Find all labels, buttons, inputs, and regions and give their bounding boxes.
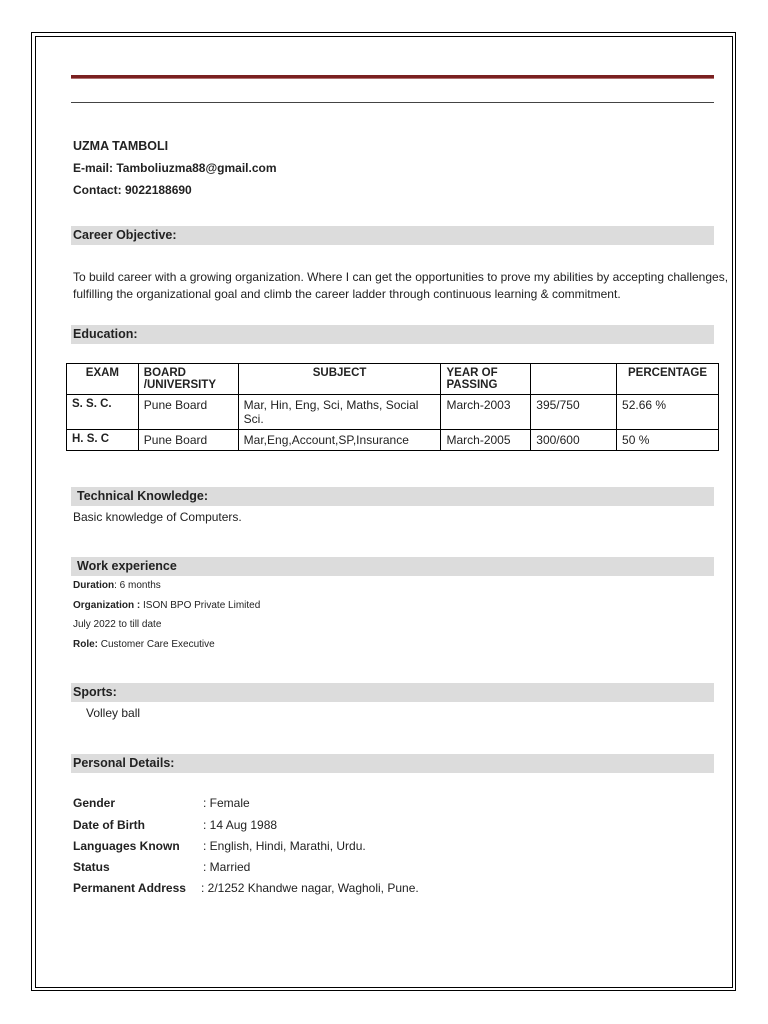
detail-value: : 14 Aug 1988 xyxy=(203,818,278,832)
col-board: BOARD /UNIVERSITY xyxy=(138,364,238,395)
email-line: E-mail: Tamboliuzma88@gmail.com xyxy=(73,161,277,175)
header-rule-thin xyxy=(71,102,714,103)
detail-value: : Married xyxy=(203,860,251,874)
table-row xyxy=(67,430,719,451)
cell-subject: Mar, Hin, Eng, Sci, Maths, Social Sci. xyxy=(238,395,441,430)
col-year: YEAR OF PASSING xyxy=(441,364,531,395)
detail-label: Gender xyxy=(73,796,116,810)
career-objective-heading: Career Objective: xyxy=(71,226,714,245)
technical-knowledge-text: Basic knowledge of Computers. xyxy=(73,510,242,524)
detail-label: Date of Birth xyxy=(73,818,145,832)
detail-value: : Female xyxy=(203,796,250,810)
sports-heading: Sports: xyxy=(71,683,714,702)
cell-board: Pune Board xyxy=(138,430,238,451)
header-rule-thick xyxy=(71,75,714,79)
work-role xyxy=(73,639,215,650)
education-heading: Education: xyxy=(71,325,714,344)
career-objective-text: To build career with a growing organization. Where I can get the opportunities to prove my abilities by accepting challenges, fulfilling the organizational goal and climb the career ladder through continuous learning & commitment. xyxy=(73,270,729,301)
contact-line: Contact: 9022188690 xyxy=(73,183,192,197)
work-duration xyxy=(73,580,161,591)
cell-marks: 300/600 xyxy=(531,430,617,451)
col-percentage: PERCENTAGE xyxy=(617,364,719,395)
organization-value: ISON BPO Private Limited xyxy=(140,600,261,611)
detail-label: Permanent Address xyxy=(73,881,186,895)
role-value: Customer Care Executive xyxy=(98,639,215,650)
education-table xyxy=(66,363,719,451)
col-marks xyxy=(531,364,617,395)
organization-label: Organization : xyxy=(73,600,141,611)
personal-details-heading: Personal Details: xyxy=(71,754,714,773)
table-header-row xyxy=(67,364,719,395)
cell-subject: Mar,Eng,Account,SP,Insurance xyxy=(238,430,441,451)
candidate-name: UZMA TAMBOLI xyxy=(73,139,169,153)
detail-value: : English, Hindi, Marathi, Urdu. xyxy=(203,839,366,853)
detail-label: Languages Known xyxy=(73,839,180,853)
duration-value: : 6 months xyxy=(114,580,161,591)
cell-year: March-2005 xyxy=(441,430,531,451)
sports-text: Volley ball xyxy=(86,706,141,720)
cell-exam: H. S. C xyxy=(67,430,139,451)
cell-percentage: 50 % xyxy=(617,430,719,451)
table-row xyxy=(67,395,719,430)
cell-marks: 395/750 xyxy=(531,395,617,430)
work-experience-heading: Work experience xyxy=(71,557,714,576)
work-organization xyxy=(73,600,260,611)
role-label: Role: xyxy=(73,639,98,650)
cell-board: Pune Board xyxy=(138,395,238,430)
col-subject: SUBJECT xyxy=(238,364,441,395)
detail-value: : 2/1252 Khandwe nagar, Wagholi, Pune. xyxy=(201,881,419,895)
cell-exam: S. S. C. xyxy=(67,395,139,430)
cell-percentage: 52.66 % xyxy=(617,395,719,430)
technical-knowledge-heading: Technical Knowledge: xyxy=(71,487,714,506)
work-dates: July 2022 to till date xyxy=(73,619,162,630)
cell-year: March-2003 xyxy=(441,395,531,430)
duration-label: Duration xyxy=(73,580,115,591)
col-exam: EXAM xyxy=(67,364,139,395)
detail-label: Status xyxy=(73,860,110,874)
